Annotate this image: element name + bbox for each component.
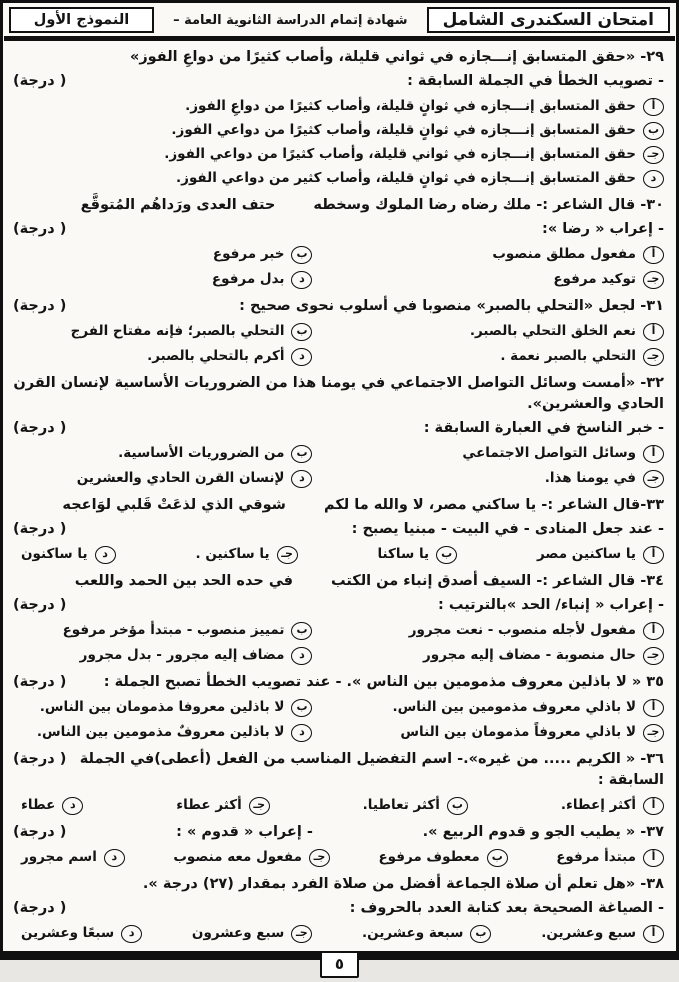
option-letter: ب <box>291 622 312 640</box>
option-text: لا باذلي معروفاً مذمومان بين الناس <box>400 724 636 740</box>
prompt-row <box>13 898 664 919</box>
option-c <box>173 846 330 869</box>
option-b <box>13 119 664 142</box>
option-letter: أ <box>643 546 664 564</box>
option-letter: جـ <box>309 849 330 867</box>
option-letter: د <box>121 925 142 943</box>
score-label: ( درجة) <box>13 221 67 237</box>
option-text: في يومنا هذا. <box>544 470 636 486</box>
option-a <box>312 442 664 465</box>
question-prompt: - إعراب « رضا »: <box>542 221 664 237</box>
verse-second-hemistich: حتف العدى ورَداهُم المُتوقَّع <box>80 197 276 213</box>
option-text: سبع وعشرين. <box>541 925 636 941</box>
option-letter: جـ <box>277 546 298 564</box>
option-c <box>312 268 664 291</box>
exam-title: امتحان السكندرى الشامل <box>427 7 670 33</box>
options-row <box>13 922 664 945</box>
option-letter: أ <box>643 246 664 264</box>
option-text: يا ساكنون <box>21 546 88 562</box>
question-text: ٣٥ « لا باذلين معروف مذمومين بين الناس ». - عند تصويب الخطأ تصبح الجملة : <box>103 674 664 690</box>
option-c <box>312 644 664 667</box>
question-verse <box>13 571 664 592</box>
option-letter: جـ <box>643 271 664 289</box>
option-text: معطوف مرفوع <box>378 849 480 865</box>
option-b <box>362 922 491 945</box>
option-letter: د <box>291 724 312 742</box>
option-letter: أ <box>643 699 664 717</box>
option-text: توكيد مرفوع <box>553 271 636 287</box>
options-grid <box>13 243 664 291</box>
verse-first-hemistich: ٣٣-قال الشاعر :- يا ساكني مصر، لا والله ما لكم <box>323 497 664 513</box>
prompt-row <box>13 71 664 92</box>
score-label: ( درجة) <box>13 420 67 436</box>
option-letter: د <box>62 797 83 815</box>
option-a <box>312 696 664 719</box>
model-label: النموذج الأول <box>9 7 154 33</box>
option-text: مبتدأ مرفوع <box>556 849 636 865</box>
prompt-row <box>13 219 664 240</box>
option-text: سبع وعشرون <box>191 925 285 941</box>
score-label: ( درجة) <box>13 900 67 916</box>
question-38 <box>13 874 664 945</box>
score-label: ( درجة) <box>13 824 67 840</box>
option-letter: جـ <box>643 470 664 488</box>
question-prompt: - إعراب « قدوم » : <box>176 824 313 840</box>
option-b <box>378 846 507 869</box>
question-text: ٢٩- «حقق المتسابق إنـــجازه في ثواني قليلة، وأصاب كثيرًا من دواعِ الفوز» <box>129 49 664 65</box>
option-text: التحلي بالصبر نعمة . <box>500 348 636 364</box>
option-letter: د <box>95 546 116 564</box>
option-text: مضاف إليه مجرور - بدل مجرور <box>79 647 285 663</box>
option-letter: ب <box>436 546 457 564</box>
certificate-title: شهادة إتمام الدراسة الثانوية العامة – <box>173 12 408 28</box>
option-a <box>312 619 664 642</box>
option-letter: د <box>291 348 312 366</box>
option-letter: ب <box>470 925 491 943</box>
option-text: أكثر تعاطيا. <box>362 797 440 813</box>
option-text: سبعًا وعشرين <box>21 925 115 941</box>
verse-second-hemistich: في حده الحد بين الحمد واللعب <box>74 573 293 589</box>
option-letter: د <box>291 647 312 665</box>
option-text: أكثر عطاء <box>176 797 242 813</box>
option-text: نعم الخلق التحلي بالصبر. <box>469 323 636 339</box>
option-b <box>363 794 468 817</box>
options-grid <box>13 442 664 490</box>
option-letter: جـ <box>643 348 664 366</box>
score-label: ( درجة) <box>13 298 67 314</box>
option-text: لا باذلين معروفا مذمومان بين الناس. <box>39 699 285 715</box>
verse-first-hemistich: ٣٤- قال الشاعر :- السيف أصدق إنباء من الكتب <box>331 573 664 589</box>
question-text: ٣٢- «أمست وسائل التواصل الاجتماعي في يومنا هذا من الضروريات الأساسية لإنسان القرن الحادي والعشرين». <box>13 375 664 412</box>
option-b <box>377 543 457 566</box>
options-grid <box>13 696 664 744</box>
option-text: أكثر إعطاء. <box>560 797 636 813</box>
option-text: حقق المتسابق إنـــجازه في ثواني قليلة، وأصاب كثيرًا من دواعي الفوز. <box>164 146 636 162</box>
question-29 <box>13 47 664 190</box>
options-grid <box>13 320 664 368</box>
option-text: مفعول معه منصوب <box>173 849 302 865</box>
option-text: لا باذلين معروفٌ مذمومين بين الناس. <box>36 724 285 740</box>
question-prompt: - تصويب الخطأ في الجملة السابقة : <box>407 73 664 89</box>
prompt-row <box>13 418 664 439</box>
question-verse <box>13 495 664 516</box>
option-letter: أ <box>643 622 664 640</box>
option-d <box>21 794 83 817</box>
option-text: اسم مجرور <box>21 849 97 865</box>
option-letter: أ <box>643 849 664 867</box>
page-number: ٥ <box>320 951 359 978</box>
option-letter: أ <box>643 445 664 463</box>
option-c <box>176 794 269 817</box>
option-text: تمييز منصوب - مبتدأ مؤخر مرفوع <box>62 622 285 638</box>
question-32 <box>13 373 664 490</box>
option-text: مفعول لأجله منصوب - نعت مجرور <box>408 622 636 638</box>
options-row <box>13 543 664 566</box>
question-34 <box>13 571 664 667</box>
option-d <box>13 467 312 490</box>
option-a <box>561 794 664 817</box>
option-a <box>556 846 664 869</box>
question-row <box>13 822 664 843</box>
page-header <box>3 3 676 36</box>
option-letter: أ <box>643 797 664 815</box>
prompt-row <box>13 519 664 540</box>
option-letter: ب <box>487 849 508 867</box>
question-37 <box>13 822 664 869</box>
option-b <box>13 442 312 465</box>
option-letter: ب <box>291 246 312 264</box>
option-letter: د <box>104 849 125 867</box>
option-text: مفعول مطلق منصوب <box>492 246 636 262</box>
page-footer <box>3 950 676 982</box>
questions-area <box>3 41 676 950</box>
option-letter: ب <box>291 699 312 717</box>
option-text: بدل مرفوع <box>211 271 285 287</box>
option-d <box>13 644 312 667</box>
option-c <box>312 721 664 744</box>
question-prompt: - الصياغة الصحيحة بعد كتابة العدد بالحروف : <box>349 900 664 916</box>
option-letter: د <box>291 271 312 289</box>
question-31 <box>13 296 664 368</box>
options-grid <box>13 619 664 667</box>
option-text: التحلي بالصبر؛ فإنه مفتاح الفرج <box>70 323 285 339</box>
option-d <box>13 268 312 291</box>
option-text: من الضروريات الأساسية. <box>118 445 285 461</box>
option-a <box>537 543 664 566</box>
question-text: ٣٨- «هل تعلم أن صلاة الجماعة أفضل من صلاة الفرد بمقدار (٢٧) درجة ». <box>142 876 664 892</box>
option-a <box>13 95 664 118</box>
option-text: يا ساكنين . <box>195 546 270 562</box>
option-c <box>312 345 664 368</box>
option-text: لإنسان القرن الحادي والعشرين <box>76 470 285 486</box>
question-30 <box>13 195 664 291</box>
option-letter: ب <box>447 797 468 815</box>
options-list <box>13 95 664 190</box>
option-text: حقق المتسابق إنـــجازه في ثوانٍ قليلة، وأصاب كثيرًا من دواعي الفوز. <box>171 122 636 138</box>
score-label: ( درجة) <box>13 73 67 89</box>
option-d <box>21 846 125 869</box>
option-a <box>312 243 664 266</box>
question-row <box>13 749 664 791</box>
question-35 <box>13 672 664 744</box>
option-letter: ب <box>291 323 312 341</box>
option-c <box>195 543 297 566</box>
option-text: حقق المتسابق إنـــجازه في ثوانٍ قليلة، وأصاب كثيرًا من دواعِ الفوز. <box>185 98 636 114</box>
option-c <box>13 143 664 166</box>
option-text: يا ساكنا <box>377 546 430 562</box>
option-text: يا ساكنين مصر <box>537 546 636 562</box>
question-text: ٣٧- « يطيب الجو و قدوم الربيع ». <box>422 824 664 840</box>
question-33 <box>13 495 664 566</box>
option-text: عطاء <box>21 797 56 813</box>
option-b <box>13 243 312 266</box>
option-c <box>192 922 312 945</box>
score-label: ( درجة) <box>13 597 67 613</box>
option-d <box>21 543 116 566</box>
option-letter: د <box>291 470 312 488</box>
question-text: ٣١- لجعل «التحلي بالصبر» منصوبا في أسلوب نحوى صحيح : <box>239 298 664 314</box>
option-letter: جـ <box>291 925 312 943</box>
options-row <box>13 846 664 869</box>
option-d <box>13 721 312 744</box>
option-b <box>13 619 312 642</box>
verse-second-hemistich: شوقي الذي لذعَتْ قَلبي لوَاعجه <box>62 497 286 513</box>
option-letter: د <box>643 170 664 188</box>
prompt-row <box>13 595 664 616</box>
option-letter: أ <box>643 925 664 943</box>
option-text: لا باذلي معروف مذمومين بين الناس. <box>392 699 636 715</box>
option-a <box>541 922 664 945</box>
option-text: سبعة وعشرين. <box>362 925 464 941</box>
option-c <box>312 467 664 490</box>
option-b <box>13 320 312 343</box>
question-text: ٣٦- « الكريم ..... من غيره».- اسم التفضيل المناسب من الفعل (أعطى)في الجملة السابقة : <box>79 751 664 788</box>
question-row <box>13 672 664 693</box>
question-36 <box>13 749 664 817</box>
option-text: أكرم بالتحلي بالصبر. <box>147 348 285 364</box>
score-label: ( درجة) <box>13 674 67 690</box>
score-label: ( درجة) <box>13 751 67 767</box>
question-prompt: - إعراب « إنباء/ الحد »بالترتيب : <box>438 597 664 613</box>
option-text: حقق المتسابق إنـــجازه في ثوانٍ قليلة، وأصاب كثير من دواعي الفوز. <box>176 170 636 186</box>
option-a <box>312 320 664 343</box>
options-row <box>13 794 664 817</box>
option-text: خبر مرفوع <box>212 246 285 262</box>
option-text: وسائل التواصل الاجتماعي <box>462 445 636 461</box>
option-letter: أ <box>643 323 664 341</box>
score-label: ( درجة) <box>13 521 67 537</box>
option-letter: أ <box>643 98 664 116</box>
option-letter: ب <box>291 445 312 463</box>
question-row <box>13 296 664 317</box>
question-prompt: - خبر الناسخ في العبارة السابقة : <box>423 420 664 436</box>
option-letter: جـ <box>643 724 664 742</box>
option-letter: جـ <box>249 797 270 815</box>
option-letter: جـ <box>643 647 664 665</box>
option-d <box>13 167 664 190</box>
option-b <box>13 696 312 719</box>
option-text: حال منصوبة - مضاف إليه مجرور <box>423 647 636 663</box>
option-d <box>13 345 312 368</box>
question-verse <box>13 195 664 216</box>
option-letter: ب <box>643 122 664 140</box>
option-d <box>21 922 142 945</box>
question-prompt: - عند جعل المنادى - في البيت - مبنيا يصبح : <box>351 521 664 537</box>
option-letter: جـ <box>643 146 664 164</box>
verse-first-hemistich: ٣٠- قال الشاعر :- ملك رضاه رضا الملوك وسخطه <box>313 197 664 213</box>
